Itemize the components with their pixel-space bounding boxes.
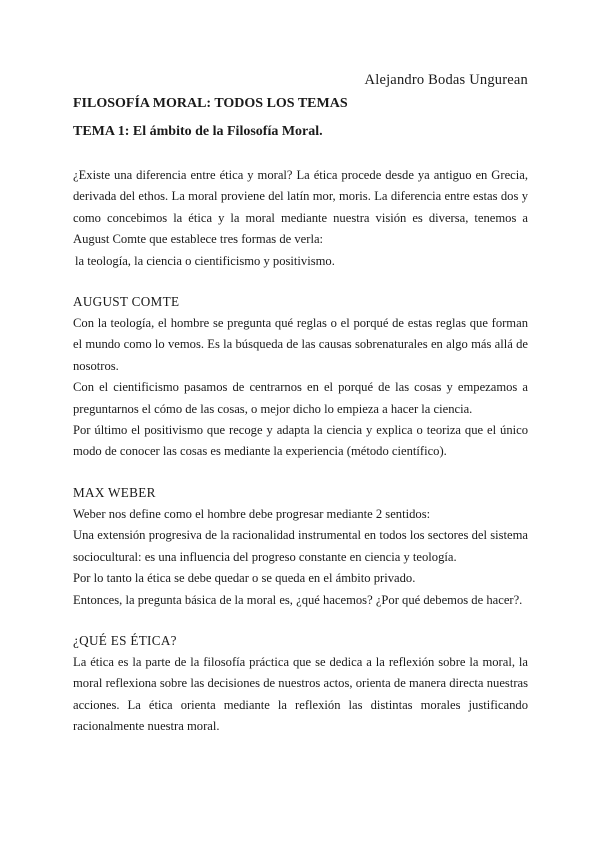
section-paragraph: Weber nos define como el hombre debe progresar mediante 2 sentidos: — [73, 506, 431, 521]
section-heading: MAX WEBER — [73, 484, 156, 500]
document-page — [73, 70, 528, 738]
section-paragraph: Con el cientificismo pasamos de centrarnos en el porqué de las cosas y empezamos a preguntarnos el cómo de las cosas, o mejor dicho lo empieza a hacer la ciencia. — [73, 380, 528, 416]
section-max-weber — [73, 483, 528, 611]
section-paragraph: Por lo tanto la ética se debe quedar o se queda en el ámbito privado. — [73, 571, 416, 586]
intro-block — [73, 165, 528, 272]
section-paragraph: Con la teología, el hombre se pregunta qué reglas o el porqué de estas reglas que forman el mundo como lo vemos. Es la búsqueda de las causas sobrenaturales en algo más allá de nosotros. — [73, 316, 528, 373]
section-paragraph: Una extensión progresiva de la racionalidad instrumental en todos los sectores del sistema sociocultural: es una influencia del progreso constante en ciencia y teología. — [73, 528, 528, 564]
section-august-comte — [73, 292, 528, 463]
section-paragraph: Por último el positivismo que recoge y adapta la ciencia y explica o teoriza que el único modo de conocer las cosas es mediante la experiencia (método científico). — [73, 423, 528, 459]
section-paragraph: La ética es la parte de la filosofía práctica que se dedica a la reflexión sobre la moral, la moral reflexiona sobre las decisiones de nuestros actos, orienta de manera directa nuestras acciones. La ética orienta mediante la reflexión las distintas morales justificando racionalmente nuestra moral. — [73, 654, 528, 734]
document-title: FILOSOFÍA MORAL: TODOS LOS TEMAS — [73, 96, 348, 111]
section-heading: AUGUST COMTE — [73, 294, 180, 310]
topic-title: TEMA 1: El ámbito de la Filosofía Moral. — [73, 124, 323, 139]
intro-paragraph: ¿Existe una diferencia entre ética y moral? La ética procede desde ya antiguo en Grecia, derivada del ethos. La moral proviene del latín mor, moris. La diferencia entre estas dos y como concebimos la ética y la moral mediante nuestra visión es diversa, tenemos a August Comte que establece tres formas de verla: — [73, 168, 528, 247]
intro-forms-line: la teología, la ciencia o cientificismo y positivismo. — [75, 253, 335, 268]
section-heading: ¿QUÉ ES ÉTICA? — [73, 632, 177, 648]
author-name: Alejandro Bodas Ungurean — [364, 72, 528, 88]
section-paragraph: Entonces, la pregunta básica de la moral es, ¿qué hacemos? ¿Por qué debemos de hacer?. — [73, 592, 523, 607]
section-que-es-etica — [73, 631, 528, 738]
